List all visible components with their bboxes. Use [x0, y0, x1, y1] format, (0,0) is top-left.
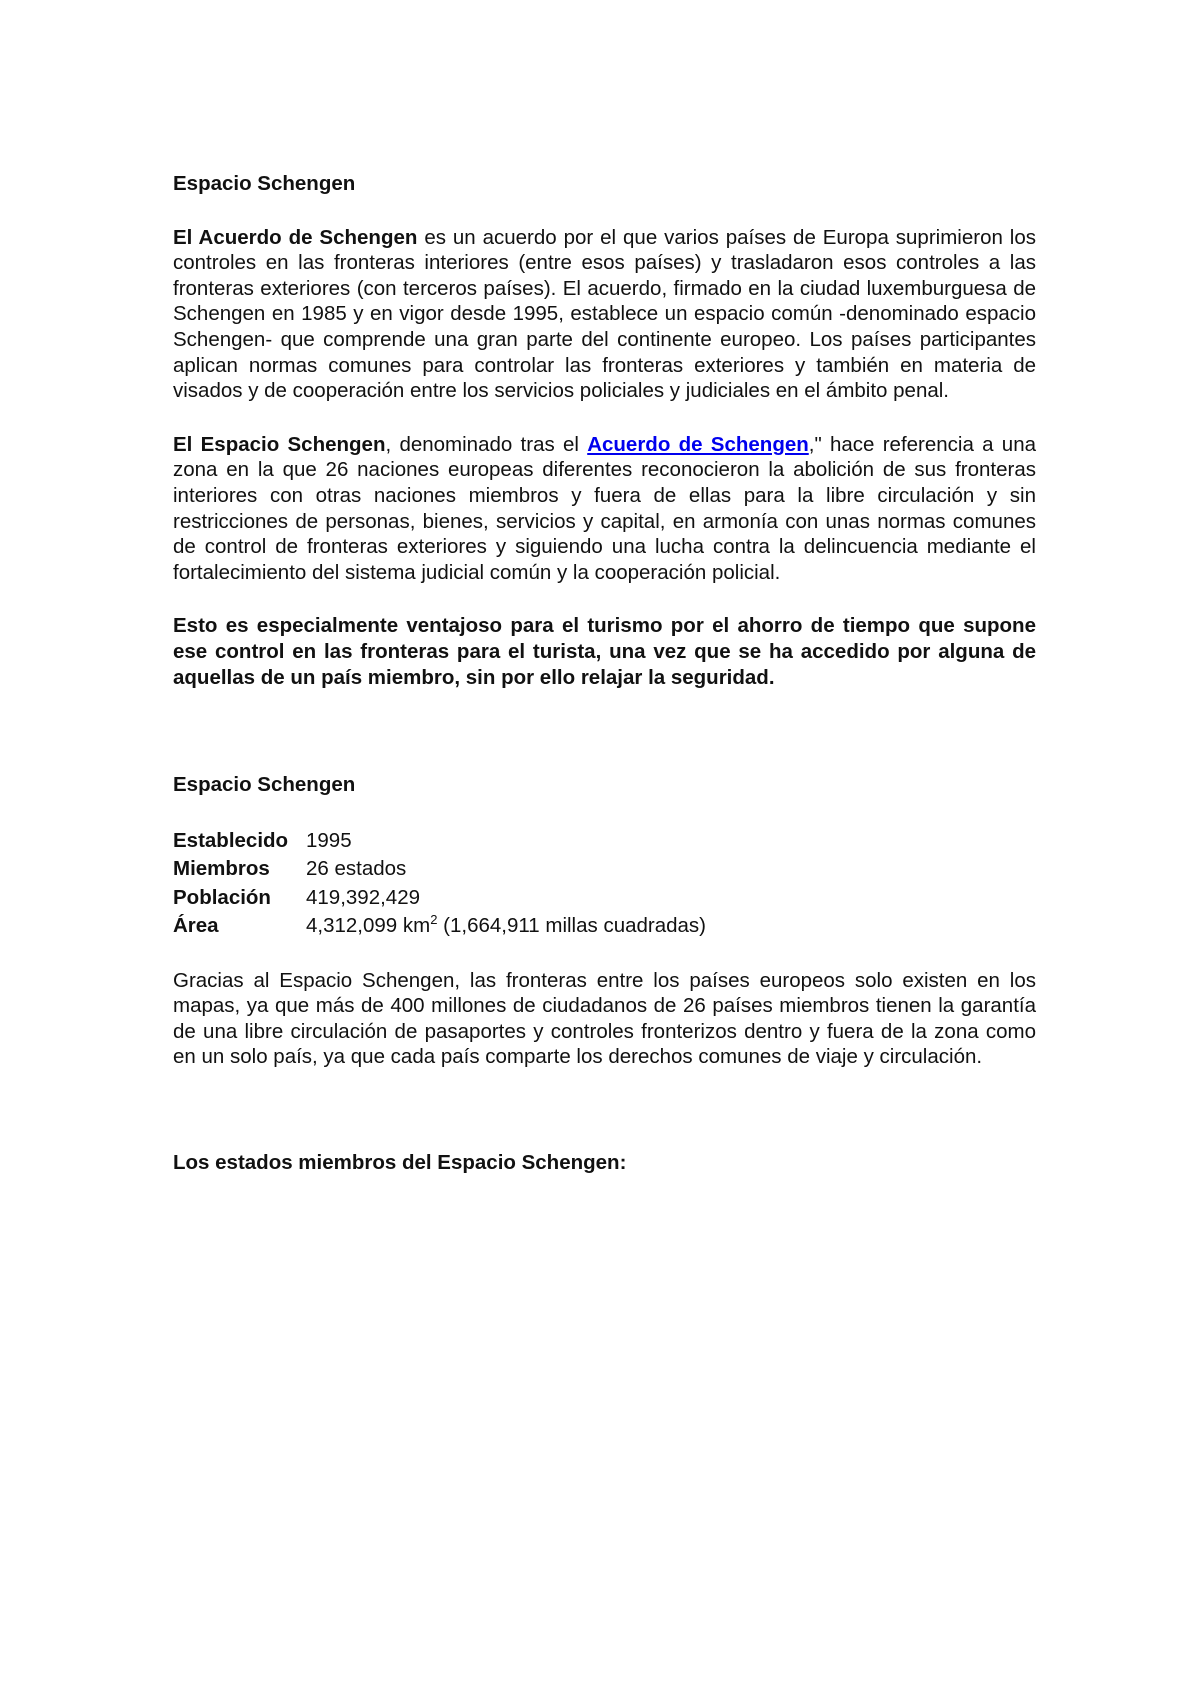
fact-value: 26 estados	[306, 857, 407, 881]
facts-row	[173, 912, 706, 941]
paragraph-text: , denominado tras el	[385, 432, 588, 456]
section-heading: Espacio Schengen	[173, 773, 356, 797]
area-superscript: 2	[430, 912, 438, 928]
bold-lead: El Acuerdo de Schengen	[173, 225, 418, 249]
fact-label: Miembros	[173, 857, 270, 881]
paragraph-text: ," hace referencia a una zona en la que 26 naciones europeas diferentes reconocieron la abolición de sus fronteras interiores con otras naciones miembros y fuera de ellas para la libre circulación y sin restricciones de personas, bienes, servicios y capital, en armonía con unas normas comunes de control de fronteras exteriores y siguiendo una lucha contra la delincuencia mediante el fortalecimiento del sistema judicial común y la cooperación policial.	[173, 432, 1036, 584]
paragraph-turismo: Esto es especialmente ventajoso para el turismo por el ahorro de tiempo que supone ese control en las fronteras para el turista, una vez que se ha accedido por alguna de aquellas de un país miembro, sin por ello relajar la seguridad.	[173, 614, 1036, 689]
fact-value: 1995	[306, 828, 352, 852]
facts-row	[173, 884, 706, 913]
fact-label: Población	[173, 885, 271, 909]
fact-value: 419,392,429	[306, 885, 421, 909]
acuerdo-link[interactable]: Acuerdo de Schengen	[587, 432, 809, 456]
paragraph-espacio	[173, 432, 1036, 586]
paragraph-text: es un acuerdo por el que varios países de Europa suprimieron los controles en las fronteras interiores (entre esos países) y trasladaron esos controles a las fronteras exteriores (con terceros países). El acuerdo, firmado en la ciudad luxemburguesa de Schengen en 1985 y en vigor desde 1995, establece un espacio común -denominado espacio Schengen- que comprende una gran parte del continente europeo. Los países participantes aplican normas comunes para controlar las fronteras exteriores y también en materia de visados y de cooperación entre los servicios policiales y judiciales en el ámbito penal.	[173, 225, 1036, 403]
area-value: 4,312,099 km	[306, 914, 431, 938]
area-value-extra: (1,664,911 millas cuadradas)	[437, 914, 707, 938]
document-page	[173, 171, 1036, 1176]
facts-row	[173, 855, 706, 884]
fact-value	[306, 912, 706, 941]
bold-lead: El Espacio Schengen	[173, 432, 386, 456]
fact-label: Establecido	[173, 828, 289, 852]
paragraph-acuerdo	[173, 225, 1036, 404]
paragraph-gracias: Gracias al Espacio Schengen, las fronteras entre los países europeos solo existen en los mapas, ya que más de 400 millones de ciudadanos de 26 países miembros tienen la garantía de una libre circulación de pasaportes y controles fronterizos dentro y fuera de la zona como en un solo país, ya que cada país comparte los derechos comunes de viaje y circulación.	[173, 968, 1036, 1069]
section-heading: Espacio Schengen	[173, 172, 356, 195]
facts-table	[173, 827, 706, 941]
section-heading: Los estados miembros del Espacio Schengen:	[173, 1151, 627, 1175]
facts-row	[173, 827, 706, 856]
fact-label: Área	[173, 914, 219, 938]
